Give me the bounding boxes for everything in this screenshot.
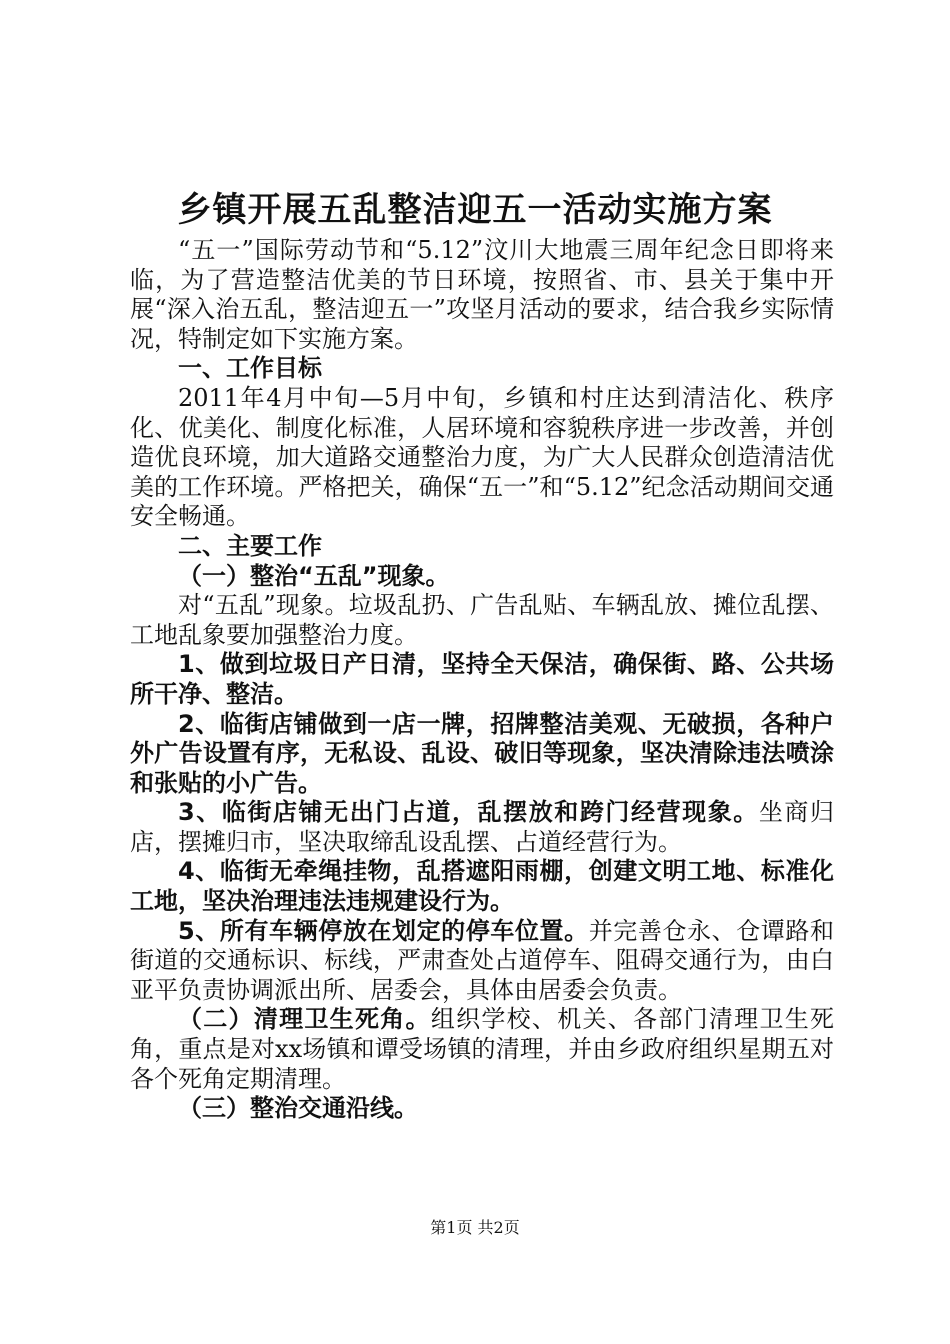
subsection-sanitation	[130, 1005, 834, 1094]
paragraph-lead: 3、临街店铺无出门占道，乱摆放和跨门经营现象。	[178, 798, 759, 827]
paragraph-lead: 5、所有车辆停放在划定的停车位置。	[178, 916, 589, 945]
paragraph-text: 对“五乱”现象。垃圾乱扔、广告乱贴、车辆乱放、摊位乱摆、工地乱象要加强整治力度。	[130, 591, 834, 649]
paragraph-lead: （三）整治交通沿线。	[178, 1094, 418, 1123]
section-heading-work-goals	[130, 354, 834, 384]
document-title: 乡镇开展五乱整洁迎五一活动实施方案	[177, 190, 773, 230]
paragraph-text: 并完善仓永、仓谭路和街道的交通标识、标线，严肃查处占道停车、阻碍交通行为，由白亚平负责协调派出所、居委会，具体由居委会负责。	[130, 916, 834, 1004]
section-heading-text: 一、工作目标	[178, 354, 322, 383]
page-footer: 第1页 共2页	[430, 1218, 520, 1237]
paragraph-lead: （二）清理卫生死角。	[178, 1005, 431, 1034]
list-item-2	[130, 710, 834, 799]
section-heading-main-work	[130, 532, 834, 562]
section-heading-text: （一）整治“五乱”现象。	[178, 561, 450, 590]
paragraph-intro	[130, 236, 834, 354]
paragraph-text: 组织学校、机关、各部门清理卫生死角，重点是对xx场镇和谭受场镇的清理，并由乡政府组织星期五对各个死角定期清理。	[130, 1005, 835, 1093]
paragraph-text: 坐商归店，摆摊归市，坚决取缔乱设乱摆、占道经营行为。	[130, 798, 835, 856]
paragraph-text: 2011年4月中旬—5月中旬，乡镇和村庄达到清洁化、秩序化、优美化、制度化标准，人居环境和容貌秩序进一步改善，并创造优良环境，加大道路交通整治力度，为广大人民群众创造清洁优美的工作环境。严格把关，确保“五一”和“5.12”纪念活动期间交通安全畅通。	[130, 383, 834, 531]
paragraph-goals	[130, 384, 834, 532]
list-item-1	[130, 650, 834, 709]
paragraph-lead: 2、临街店铺做到一店一牌，招牌整洁美观、无破损，各种户外广告设置有序，无私设、乱设、破旧等现象，坚决清除违法喷涂和张贴的小广告。	[130, 709, 834, 797]
paragraph-lead: 4、临街无牵绳挂物，乱搭遮阳雨棚，创建文明工地、标准化工地，坚决治理违法违规建设行为。	[130, 857, 834, 916]
paragraph-five-chaos	[130, 591, 834, 650]
list-item-3	[130, 798, 834, 857]
paragraph-text: “五一”国际劳动节和“5.12”汶川大地震三周年纪念日即将来临，为了营造整洁优美的节日环境，按照省、市、县关于集中开展“深入治五乱，整洁迎五一”攻坚月活动的要求，结合我乡实际情况，特制定如下实施方案。	[130, 236, 834, 353]
subsection-traffic	[130, 1094, 834, 1124]
section-heading-text: 二、主要工作	[178, 531, 322, 560]
document-body	[130, 236, 834, 1124]
subsection-heading-five-chaos	[130, 562, 834, 592]
list-item-5	[130, 917, 834, 1006]
paragraph-lead: 1、做到垃圾日产日清，坚持全天保洁，确保街、路、公共场所干净、整洁。	[130, 650, 834, 708]
list-item-4	[130, 857, 834, 916]
